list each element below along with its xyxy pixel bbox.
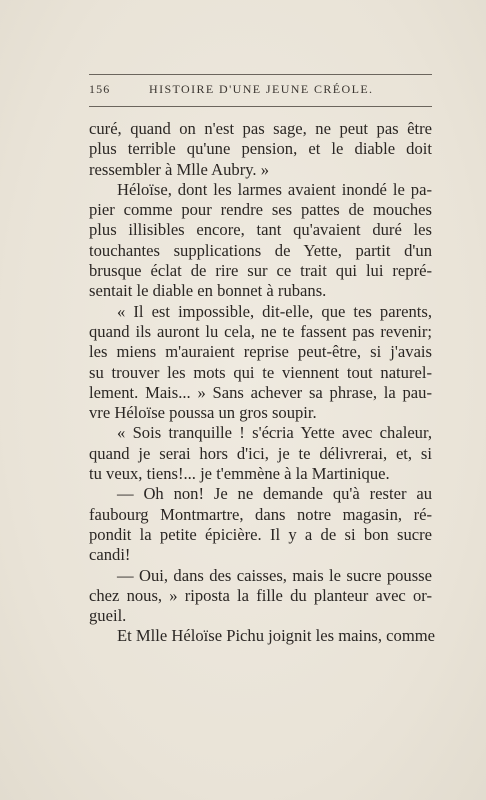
text-line: touchantes supplications de Yette, partit d'un <box>89 240 432 260</box>
text-line: quand ils auront lu cela, ne te fassent pas revenir; <box>89 321 432 341</box>
text-line: quand je serai hors d'ici, je te délivrerai, et, si <box>89 443 432 463</box>
text-line: chez nous, » riposta la fille du planteur avec or- <box>89 585 432 605</box>
page-number: 156 <box>89 82 111 96</box>
text-line: candi! <box>89 545 131 565</box>
running-title: HISTOIRE D'UNE JEUNE CRÉOLE. <box>149 82 374 96</box>
text-line: — Oui, dans des caisses, mais le sucre pousse <box>117 565 432 585</box>
text-line: tu veux, tiens!... je t'emmène à la Martinique. <box>89 464 390 484</box>
header-bottom-rule <box>89 106 432 107</box>
text-line: lement. Mais... » Sans achever sa phrase, la pau- <box>89 382 432 402</box>
text-line: curé, quand on n'est pas sage, ne peut pas être <box>89 119 432 138</box>
text-line: Héloïse, dont les larmes avaient inondé le pa- <box>117 179 432 199</box>
header-top-rule <box>89 74 432 75</box>
text-line: Et Mlle Héloïse Pichu joignit les mains, comme <box>117 626 436 646</box>
body-text <box>89 119 436 647</box>
text-line: faubourg Montmartre, dans notre magasin, ré- <box>89 504 432 524</box>
text-line: vre Héloïse poussa un gros soupir. <box>89 403 317 423</box>
text-line: sentait le diable en bonnet à rubans. <box>89 281 327 301</box>
text-line: les miens m'auraient reprise peut-être, si j'avais <box>89 342 432 362</box>
text-line: pier comme pour rendre ses pattes de mouches <box>89 200 432 220</box>
text-line: « Sois tranquille ! s'écria Yette avec chaleur, <box>117 423 432 443</box>
text-line: « Il est impossible, dit-elle, que tes parents, <box>117 301 432 321</box>
text-line: gueil. <box>89 606 127 626</box>
text-line: plus illisibles encore, tant qu'avaient duré les <box>89 220 432 240</box>
text-line: su trouver les mots qui te viennent tout naturel- <box>89 362 432 382</box>
text-line: brusque éclat de rire sur ce trait qui lui repré- <box>89 261 432 281</box>
text-line: — Oh non! Je ne demande qu'à rester au <box>117 484 432 504</box>
text-line: pondit la petite épicière. Il y a de si bon sucre <box>89 524 432 544</box>
running-header <box>89 80 432 100</box>
text-line: ressembler à Mlle Aubry. » <box>89 159 270 179</box>
text-line: plus terrible qu'une pension, et le diable doit <box>89 139 432 159</box>
